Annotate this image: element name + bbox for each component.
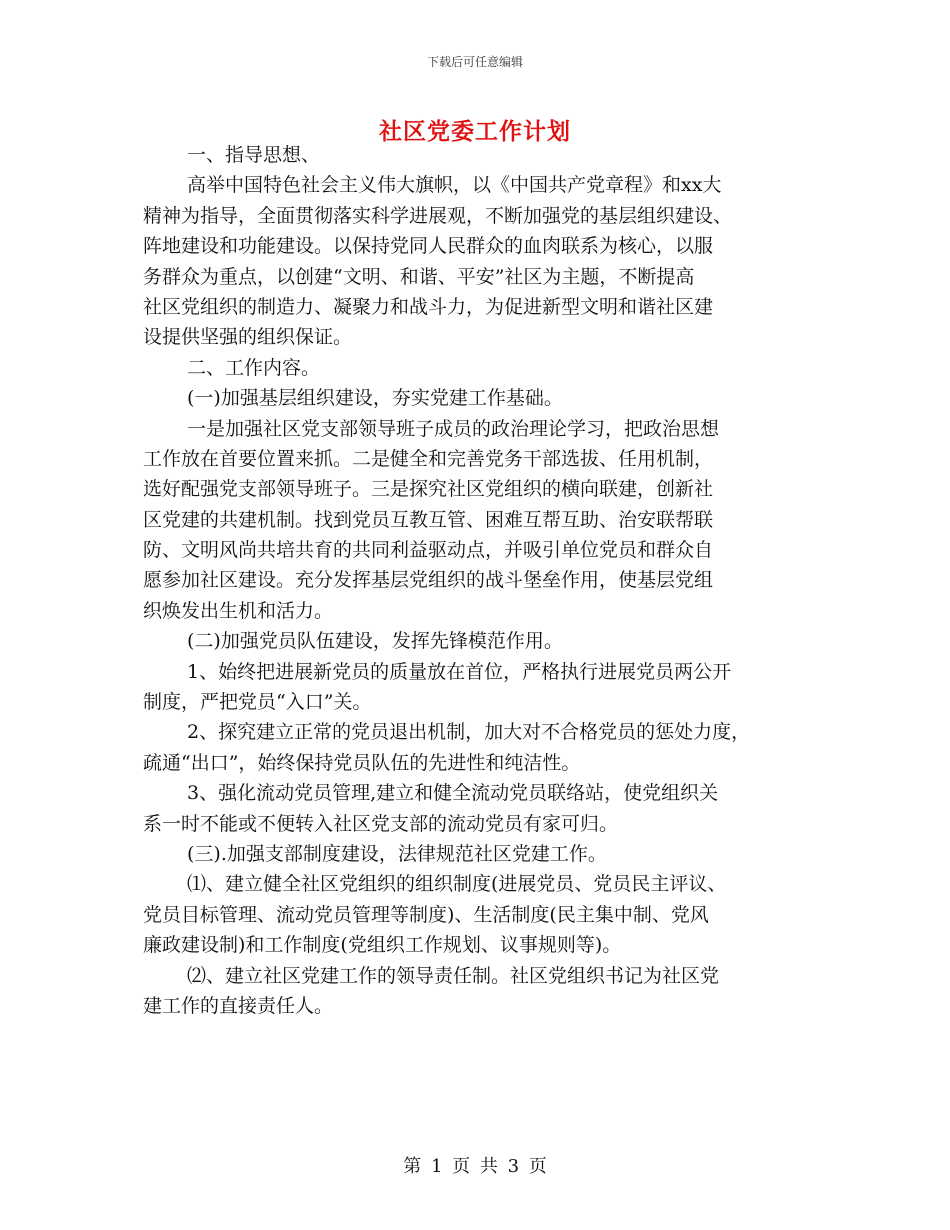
document-title: 社区党委工作计划 [379, 118, 571, 145]
body-line: 一是加强社区党支部领导班子成员的政治理论学习，把政治思想 [187, 417, 720, 440]
body-line: 二、工作内容。 [187, 356, 321, 379]
body-line: 廉政建设制)和工作制度(党组织工作规划、议事规则等)。 [143, 934, 622, 957]
body-line: 一、指导思想、 [187, 144, 321, 166]
body-line: 阵地建设和功能建设。以保持党同人民群众的血肉联系为核心，以服 [143, 235, 714, 258]
body-line: (二)加强党员队伍建设，发挥先锋模范作用。 [187, 630, 563, 653]
body-line: 系一时不能或不便转入社区党支部的流动党员有家可归。 [143, 812, 619, 835]
body-line: 织焕发出生机和活力。 [143, 599, 334, 622]
body-line: (三).加强支部制度建设，法律规范社区党建工作。 [187, 842, 607, 865]
header-note: 下载后可任意编辑 [426, 55, 523, 69]
body-line: 区党建的共建机制。找到党员互教互管、困难互帮互助、治安联帮联 [143, 508, 714, 531]
body-line: 务群众为重点，以创建“文明、和谐、平安”社区为主题，不断提高 [143, 265, 695, 288]
body-line: 高举中国特色社会主义伟大旗帜，以《中国共产党章程》和xx大 [187, 174, 722, 197]
body-line: 防、文明风尚共培共育的共同利益驱动点，并吸引单位党员和群众自 [143, 539, 714, 562]
body-line: 工作放在首要位置来抓。二是健全和完善党务干部选拔、任用机制， [143, 447, 714, 470]
body-line: ⑵、建立社区党建工作的领导责任制。社区党组织书记为社区党 [187, 964, 720, 987]
body-line: 精神为指导，全面贯彻落实科学进展观，不断加强党的基层组织建设、 [143, 204, 733, 227]
body-line: 疏通“出口”，始终保持党员队伍的先进性和纯洁性。 [143, 751, 581, 774]
body-line: 选好配强党支部领导班子。三是探究社区党组织的横向联建，创新社 [143, 478, 714, 501]
body-line: 愿参加社区建设。充分发挥基层党组织的战斗堡垒作用，使基层党组 [143, 569, 714, 592]
page-footer: 第 1 页 共 3 页 [403, 1156, 547, 1177]
body-line: 设提供坚强的组织保证。 [143, 326, 353, 349]
body-line: 3、强化流动党员管理,建立和健全流动党员联络站，使党组织关 [187, 782, 719, 805]
body-line: 2、探究建立正常的党员退出机制，加大对不合格党员的惩处力度， [187, 721, 751, 744]
body-line: 1、始终把进展新党员的质量放在首位，严格执行进展党员两公开 [187, 660, 732, 683]
body-line: 党员目标管理、流动党员管理等制度)、生活制度(民主集中制、党风 [143, 903, 709, 926]
body-line: (一)加强基层组织建设，夯实党建工作基础。 [187, 387, 563, 410]
body-line: 建工作的直接责任人。 [143, 994, 334, 1017]
document-body [143, 140, 808, 1021]
body-line: 社区党组织的制造力、凝聚力和战斗力，为促进新型文明和谐社区建 [143, 295, 714, 318]
body-line: 制度，严把党员“入口”关。 [143, 691, 372, 714]
body-line: ⑴、建立健全社区党组织的组织制度(进展党员、党员民主评议、 [187, 873, 727, 896]
